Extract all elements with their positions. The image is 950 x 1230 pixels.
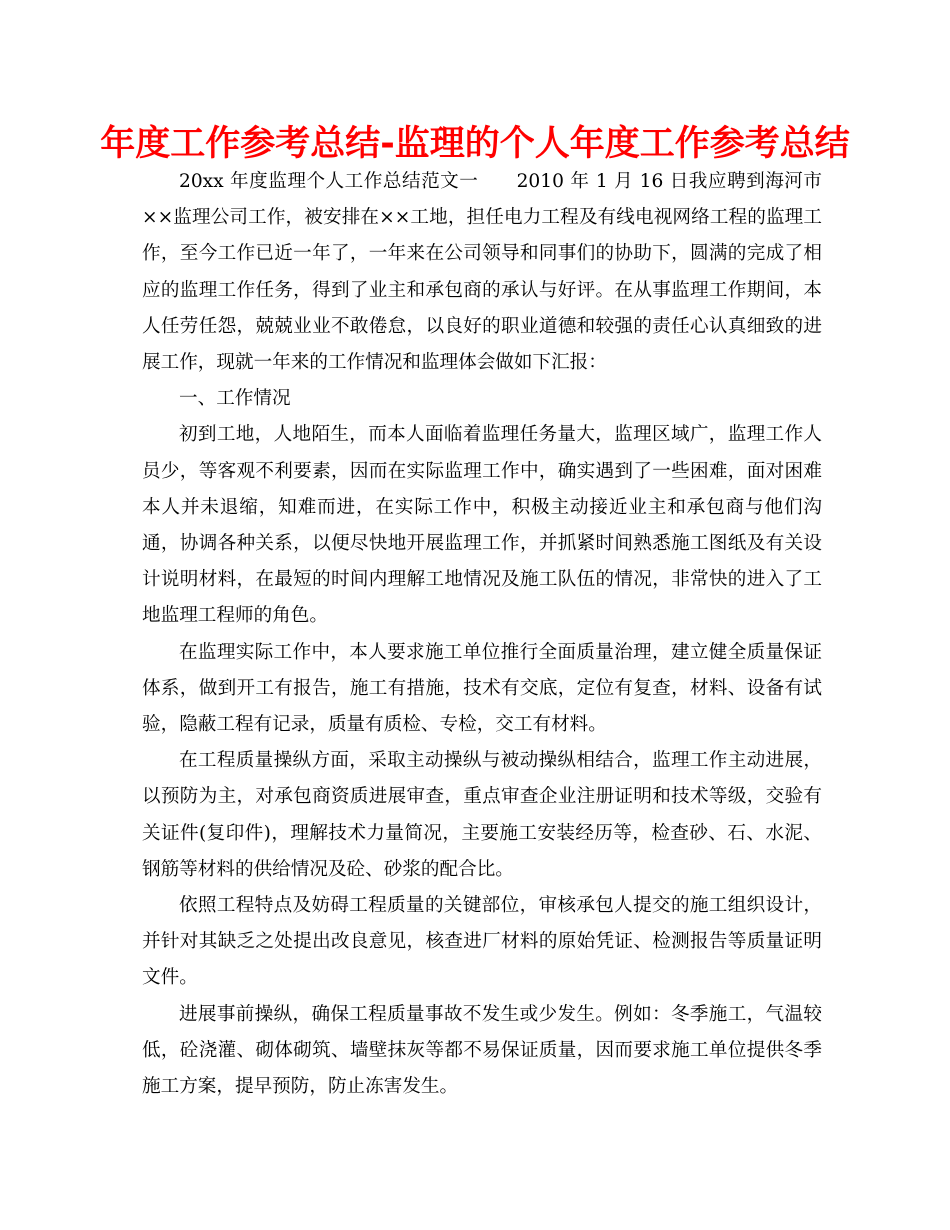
paragraph-arrival: 初到工地，人地陌生，而本人面临着监理任务量大，监理区域广，监理工作人员少，等客观不利要素，因而在实际监理工作中，确实遇到了一些困难，面对困难本人并未退缩，知难而进，在实际工作中，积极主动接近业主和承包商与他们沟通，协调各种关系，以便尽快地开展监理工作，并抓紧时间熟悉施工图纸及有关设计说明材料，在最短的时间内理解工地情况及施工队伍的情况，非常快的进入了工地监理工程师的角色。	[142, 424, 822, 627]
section-heading-work-status: 一、工作情况	[179, 388, 291, 410]
paragraph-prevention: 进展事前操纵，确保工程质量事故不发生或少发生。例如：冬季施工，气温较低，砼浇灌、砌体砌筑、墙壁抹灰等都不易保证质量，因而要求施工单位提供冬季施工方案，提早预防，防止冻害发生。	[142, 1003, 822, 1098]
paragraph-quality-management: 在监理实际工作中，本人要求施工单位推行全面质量治理，建立健全质量保证体系，做到开工有报告，施工有措施，技术有交底，定位有复查，材料、设备有试验，隐蔽工程有记录，质量有质检、专检，交工有材料。	[142, 641, 822, 736]
document-body	[142, 164, 822, 1105]
paragraph-key-parts: 依照工程特点及妨碍工程质量的关键部位，审核承包人提交的施工组织设计，并针对其缺乏之处提出改良意见，核查进厂材料的原始凭证、检测报告等质量证明文件。	[142, 895, 822, 989]
paragraph-quality-control: 在工程质量操纵方面，采取主动操纵与被动操纵相结合，监理工作主动进展，以预防为主，对承包商资质进展审查，重点审查企业注册证明和技术等级，交验有关证件(复印件)，理解技术力量简况，主要施工安装经历等，检查砂、石、水泥、钢筋等材料的供给情况及砼、砂浆的配合比。	[142, 750, 822, 880]
paragraph-intro: 20xx 年度监理个人工作总结范文一 2010 年 1 月 16 日我应聘到海河市××监理公司工作，被安排在××工地，担任电力工程及有线电视网络工程的监理工作，至今工作已近一年了，一年来在公司领导和同事们的协助下，圆满的完成了相应的监理工作任务，得到了业主和承包商的承认与好评。在从事监理工作期间，本人任劳任怨，兢兢业业不敢倦怠，以良好的职业道德和较强的责任心认真细致的进展工作，现就一年来的工作情况和监理体会做如下汇报：	[142, 171, 822, 374]
document-title: 年度工作参考总结-监理的个人年度工作参考总结	[100, 124, 850, 164]
